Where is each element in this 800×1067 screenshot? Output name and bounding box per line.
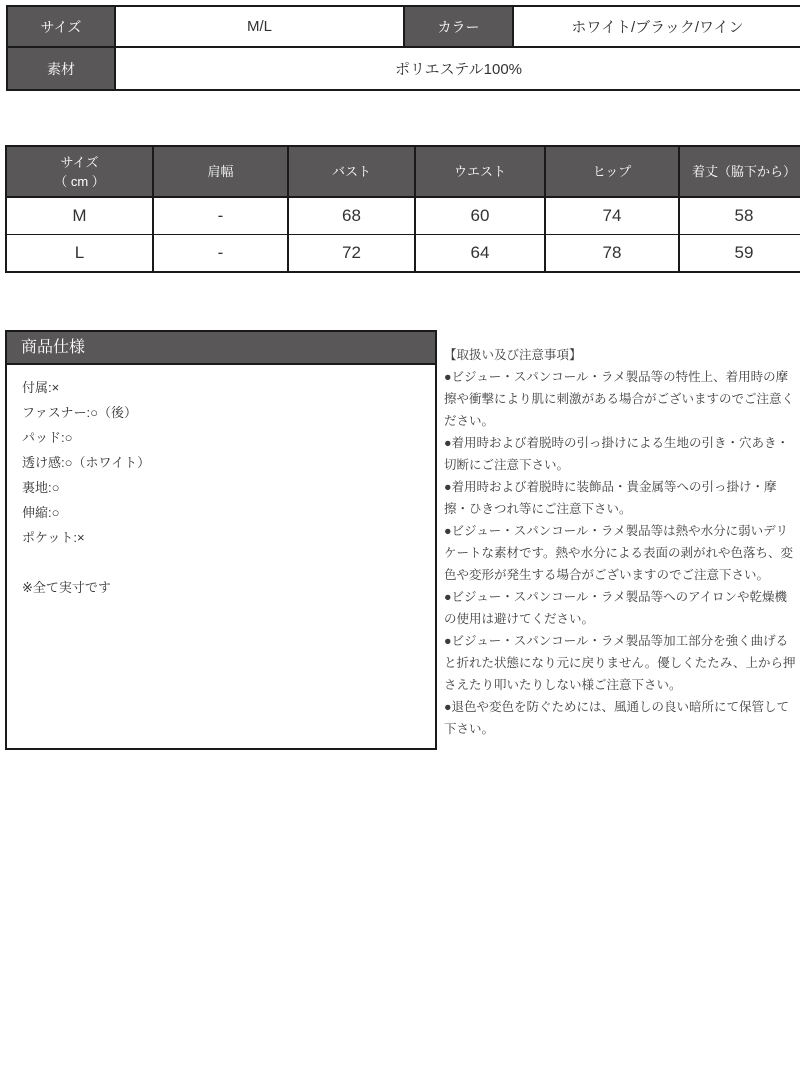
handling-title: 【取扱い及び注意事項】	[444, 348, 582, 362]
spec-item-pocket: ポケット:×	[22, 530, 85, 545]
spec-item-lining: 裏地:○	[22, 480, 60, 495]
length-header-cell: 着丈（脇下から）	[679, 146, 800, 197]
handling-item: ●ビジュー・スパンコール・ラメ製品等は熱や水分に弱いデリケートな素材です。熱や水分による表面の剥がれや色落ち、変色や変形が発生する場合がございますのでご注意下さい。	[444, 524, 794, 582]
size-header-line1: サイズ	[60, 154, 99, 170]
material-label-cell: 素材	[7, 47, 115, 90]
size-m-label-cell: M	[6, 197, 153, 235]
product-spec-title: 商品仕様	[7, 332, 435, 365]
size-chart-row-l	[6, 235, 800, 273]
handling-item: ●退色や変色を防ぐためには、風通しの良い暗所にて保管して下さい。	[444, 700, 790, 736]
size-label-cell: サイズ	[7, 6, 115, 47]
size-chart-header-row	[6, 146, 800, 197]
size-header-line2: （ cm ）	[54, 173, 105, 189]
bust-header-cell: バスト	[288, 146, 415, 197]
table-cell: 64	[415, 235, 545, 273]
spec-item-pad: パッド:○	[22, 430, 73, 445]
size-chart-table	[5, 145, 800, 273]
color-label-cell: カラー	[404, 6, 513, 47]
table-cell: -	[153, 197, 288, 235]
spec-item-accessory: 付属:×	[22, 380, 60, 395]
handling-item: ●ビジュー・スパンコール・ラメ製品等へのアイロンや乾燥機の使用は避けてください。	[444, 590, 788, 626]
table-cell: -	[153, 235, 288, 273]
table-cell: 72	[288, 235, 415, 273]
handling-item: ●着用時および着脱時の引っ掛けによる生地の引き・穴あき・切断にご注意下さい。	[444, 436, 790, 472]
hip-header-cell: ヒップ	[545, 146, 679, 197]
product-info-table	[6, 5, 800, 91]
product-spec-box	[5, 330, 437, 750]
spec-item-stretch: 伸縮:○	[22, 505, 60, 520]
spec-item-fastener: ファスナー:○（後）	[22, 405, 137, 420]
handling-item: ●ビジュー・スパンコール・ラメ製品等加工部分を強く曲げると折れた状態になり元に戻りません。優しくたたみ、上から押さえたり叩いたりしない様ご注意下さい。	[444, 634, 796, 692]
table-row	[7, 6, 800, 47]
handling-notes	[444, 344, 797, 740]
table-cell: 59	[679, 235, 800, 273]
size-value-cell: M/L	[115, 6, 404, 47]
table-cell: 74	[545, 197, 679, 235]
size-chart-row-m	[6, 197, 800, 235]
table-cell: 78	[545, 235, 679, 273]
color-value-cell: ホワイト/ブラック/ワイン	[513, 6, 800, 47]
handling-item: ●ビジュー・スパンコール・ラメ製品等の特性上、着用時の摩擦や衝撃により肌に刺激がある場合がございますのでご注意ください。	[444, 370, 795, 428]
spec-item-sheerness: 透け感:○（ホワイト）	[22, 455, 151, 470]
table-cell: 68	[288, 197, 415, 235]
size-cm-header-cell	[6, 146, 153, 197]
table-row	[7, 47, 800, 90]
shoulder-header-cell: 肩幅	[153, 146, 288, 197]
product-spec-content	[7, 365, 435, 610]
handling-item: ●着用時および着脱時に装飾品・貴金属等への引っ掛け・摩擦・ひきつれ等にご注意下さい。	[444, 480, 777, 516]
material-value-cell: ポリエステル100%	[115, 47, 800, 90]
waist-header-cell: ウエスト	[415, 146, 545, 197]
table-cell: 58	[679, 197, 800, 235]
spec-note: ※全て実寸です	[22, 580, 111, 595]
table-cell: 60	[415, 197, 545, 235]
size-l-label-cell: L	[6, 235, 153, 273]
